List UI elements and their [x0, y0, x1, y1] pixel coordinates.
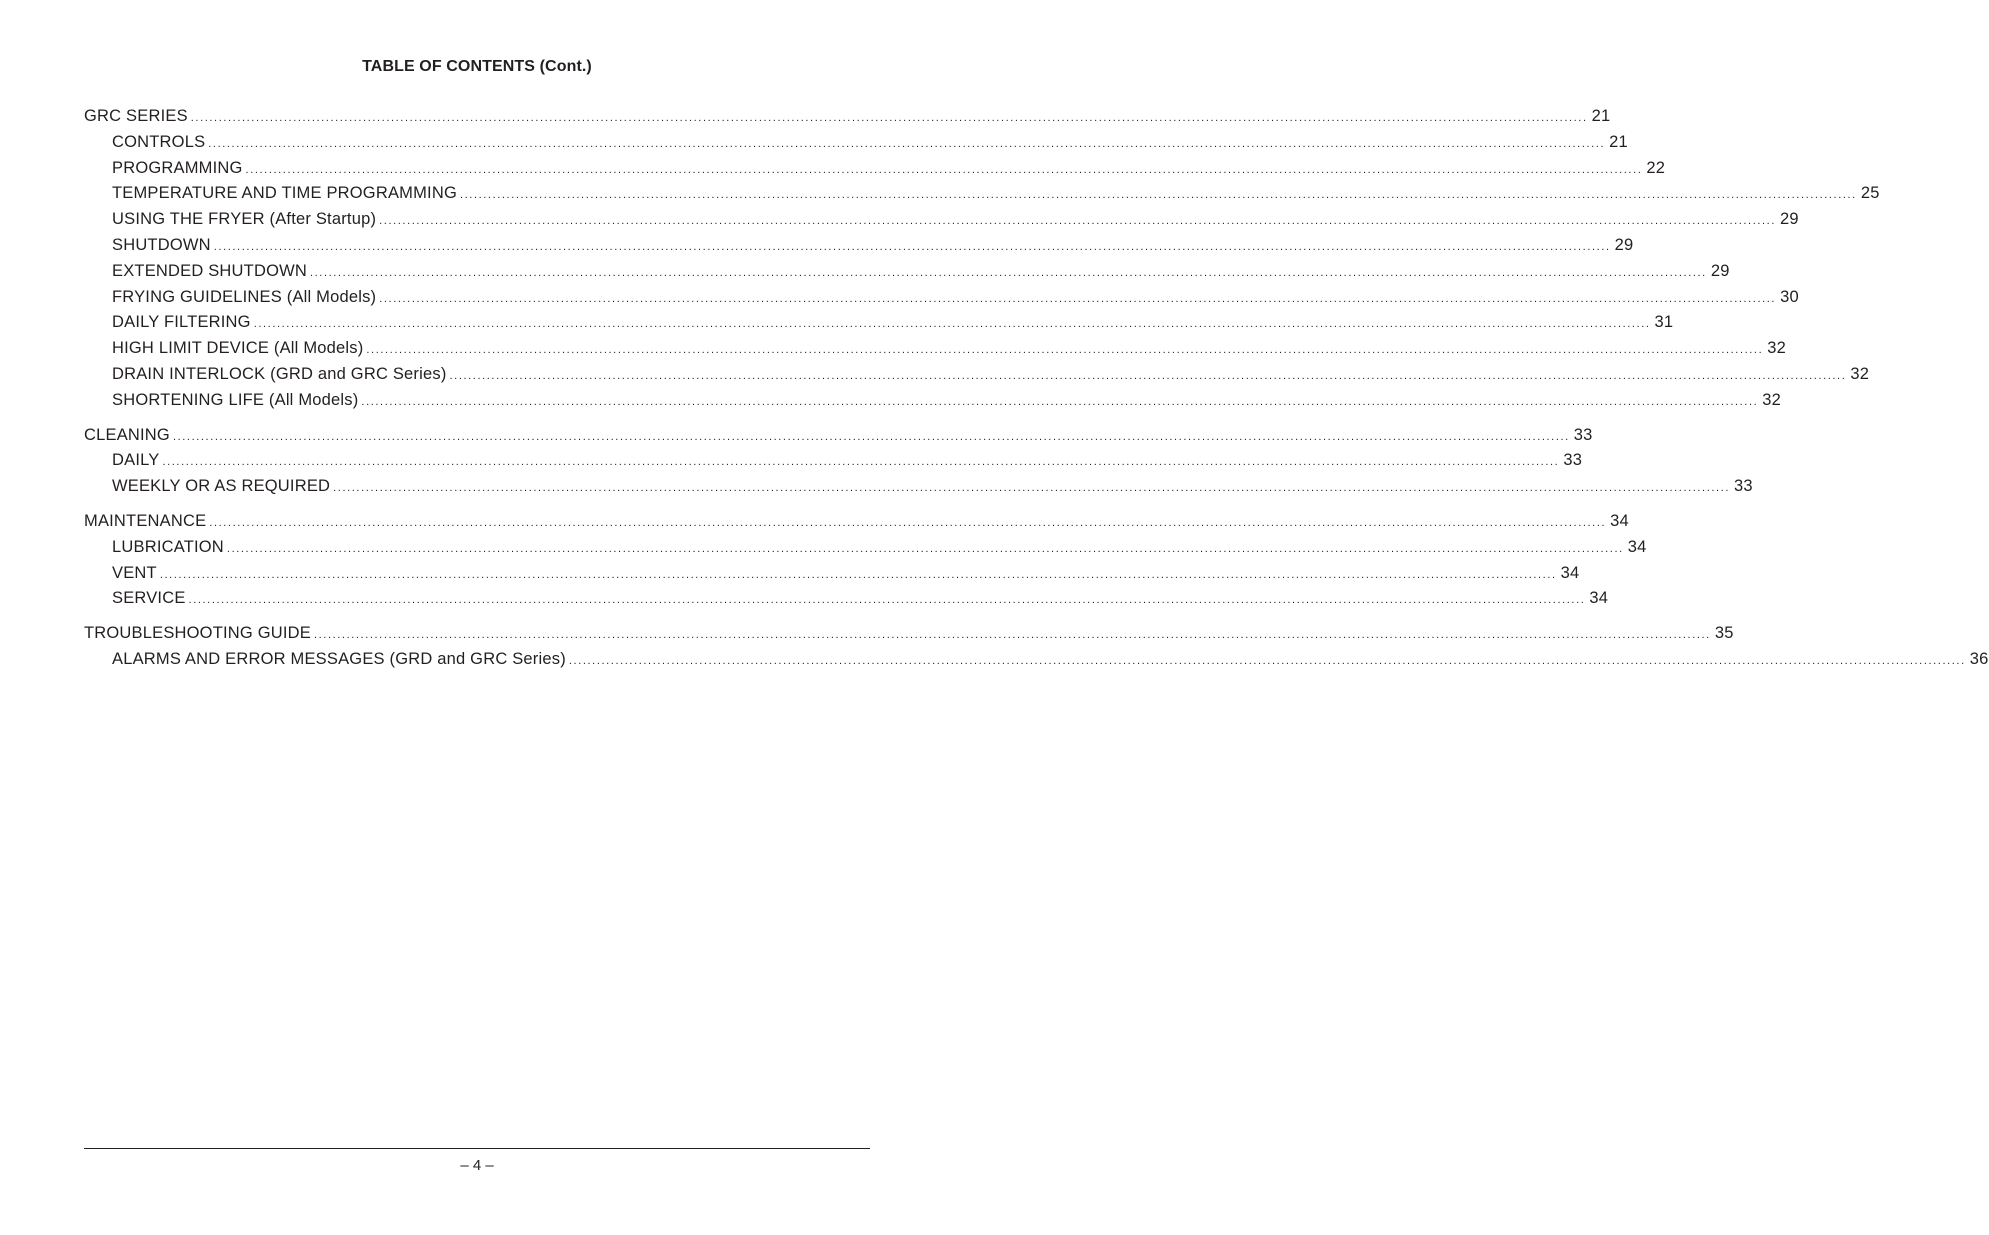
toc-subentry-label: LUBRICATION	[112, 537, 224, 556]
toc-subentry[interactable]	[84, 561, 1580, 587]
dot-leader: ............................................................................................................................................................................................................................................................................................................	[190, 112, 1588, 124]
toc-subentry-page: 29	[1614, 235, 1634, 254]
toc-entry-page: 35	[1714, 624, 1734, 643]
toc-subentry[interactable]	[84, 181, 1880, 207]
toc-subentry-page: 36	[1969, 649, 1989, 668]
dot-leader: ............................................................................................................................................................................................................................................................................................................	[213, 240, 1611, 253]
toc-subentry-label: EXTENDED SHUTDOWN	[112, 261, 307, 280]
toc-entry-page: 34	[1610, 511, 1629, 530]
dot-leader: ............................................................................................................................................................................................................................................................................................................	[226, 542, 1624, 555]
toc-subentry-label: TEMPERATURE AND TIME PROGRAMMING	[112, 184, 457, 203]
toc-subentry[interactable]	[84, 535, 1647, 561]
toc-entry-label: GRC SERIES	[84, 107, 188, 125]
toc-subentry-label: VENT	[112, 563, 157, 582]
toc-entry[interactable]	[84, 104, 1611, 130]
dot-leader: ............................................................................................................................................................................................................................................................................................................	[310, 266, 1707, 279]
toc-section-troubleshooting	[84, 621, 1989, 673]
toc-subentry-label: DAILY FILTERING	[112, 313, 251, 332]
toc-subentry-label: USING THE FRYER (After Startup)	[112, 210, 377, 229]
dot-leader: ............................................................................................................................................................................................................................................................................................................	[188, 594, 1586, 607]
toc-subentry[interactable]	[84, 130, 1628, 156]
toc-subentry-page: 32	[1850, 364, 1870, 383]
toc-subentry-label: WEEKLY OR AS REQUIRED	[112, 477, 331, 496]
toc-entry-label: MAINTENANCE	[84, 511, 207, 530]
page-title: TABLE OF CONTENTS (Cont.)	[362, 58, 592, 75]
toc-subentry[interactable]	[84, 474, 1753, 500]
dot-leader: ............................................................................................................................................................................................................................................................................................................	[366, 344, 1764, 357]
toc-subentry-page: 22	[1646, 158, 1666, 177]
toc-entry-page: 21	[1591, 107, 1611, 125]
toc-subentry-label: FRYING GUIDELINES (All Models)	[112, 287, 377, 306]
dot-leader: ............................................................................................................................................................................................................................................................................................................	[568, 654, 1966, 667]
toc-entry-page: 33	[1573, 425, 1593, 444]
dot-leader: ............................................................................................................................................................................................................................................................................................................	[459, 189, 1857, 202]
toc-subentry[interactable]	[84, 647, 1989, 673]
toc-subentry-label: ALARMS AND ERROR MESSAGES (GRD and GRC Series)	[112, 649, 566, 668]
toc-subentry-label: DAILY	[112, 451, 160, 470]
toc-subentry-page: 21	[1609, 132, 1628, 151]
toc-subentry[interactable]	[84, 259, 1730, 285]
toc-subentry-page: 30	[1780, 287, 1799, 306]
toc-entry[interactable]	[84, 423, 1593, 449]
toc-subentry-label: PROGRAMMING	[112, 158, 243, 177]
toc-subentry-page: 32	[1767, 339, 1787, 358]
toc-subentry-page: 32	[1762, 390, 1782, 409]
toc-subentry[interactable]	[84, 310, 1674, 336]
toc-subentry-page: 34	[1589, 589, 1609, 608]
toc-subentry-label: SHUTDOWN	[112, 235, 211, 254]
dot-leader: ............................................................................................................................................................................................................................................................................................................	[313, 629, 1711, 642]
toc-subentry[interactable]	[84, 362, 1870, 388]
toc-subentry-page: 31	[1654, 313, 1674, 332]
dot-leader: ............................................................................................................................................................................................................................................................................................................	[209, 516, 1607, 529]
toc-section-maintenance	[84, 509, 1647, 612]
toc-subentry-label: SERVICE	[112, 589, 186, 608]
toc-subentry[interactable]	[84, 207, 1799, 233]
toc-subentry[interactable]	[84, 586, 1609, 612]
dot-leader: ............................................................................................................................................................................................................................................................................................................	[172, 430, 1570, 443]
toc-entry[interactable]	[84, 621, 1734, 647]
dot-leader: ............................................................................................................................................................................................................................................................................................................	[159, 568, 1557, 581]
toc-subentry[interactable]	[84, 336, 1787, 362]
page-number: – 4 –	[460, 1157, 494, 1174]
toc-entry[interactable]	[84, 509, 1629, 535]
toc-subentry[interactable]	[84, 233, 1634, 259]
toc-subentry-page: 33	[1563, 451, 1583, 470]
dot-leader: ............................................................................................................................................................................................................................................................................................................	[449, 369, 1847, 382]
toc-subentry-label: HIGH LIMIT DEVICE (All Models)	[112, 339, 364, 358]
toc-subentry-page: 25	[1860, 184, 1880, 203]
toc-subentry-label: SHORTENING LIFE (All Models)	[112, 390, 359, 409]
toc-subentry-label: DRAIN INTERLOCK (GRD and GRC Series)	[112, 364, 447, 383]
dot-leader: ............................................................................................................................................................................................................................................................................................................	[379, 292, 1777, 305]
dot-leader: ............................................................................................................................................................................................................................................................................................................	[245, 163, 1643, 176]
toc-section-grc-series	[84, 104, 1880, 414]
dot-leader: ............................................................................................................................................................................................................................................................................................................	[208, 137, 1606, 150]
toc-subentry-page: 33	[1734, 477, 1753, 496]
dot-leader: ............................................................................................................................................................................................................................................................................................................	[361, 395, 1759, 408]
dot-leader: ............................................................................................................................................................................................................................................................................................................	[253, 318, 1651, 331]
toc-subentry[interactable]	[84, 388, 1782, 414]
toc-entry-label: TROUBLESHOOTING GUIDE	[84, 624, 311, 643]
dot-leader: ............................................................................................................................................................................................................................................................................................................	[162, 456, 1560, 469]
dot-leader: ............................................................................................................................................................................................................................................................................................................	[333, 482, 1730, 495]
toc-entry-label: CLEANING	[84, 425, 170, 444]
toc-subentry-label: CONTROLS	[112, 132, 206, 151]
toc-section-cleaning	[84, 423, 1753, 500]
footer-divider	[84, 1148, 870, 1149]
table-of-contents	[84, 104, 1989, 682]
toc-subentry-page: 34	[1560, 563, 1580, 582]
dot-leader: ............................................................................................................................................................................................................................................................................................................	[379, 215, 1776, 228]
toc-subentry-page: 34	[1627, 537, 1647, 556]
toc-subentry-page: 29	[1780, 210, 1799, 229]
toc-subentry[interactable]	[84, 448, 1583, 474]
toc-subentry[interactable]	[84, 285, 1799, 311]
toc-subentry[interactable]	[84, 156, 1666, 182]
toc-subentry-page: 29	[1710, 261, 1730, 280]
